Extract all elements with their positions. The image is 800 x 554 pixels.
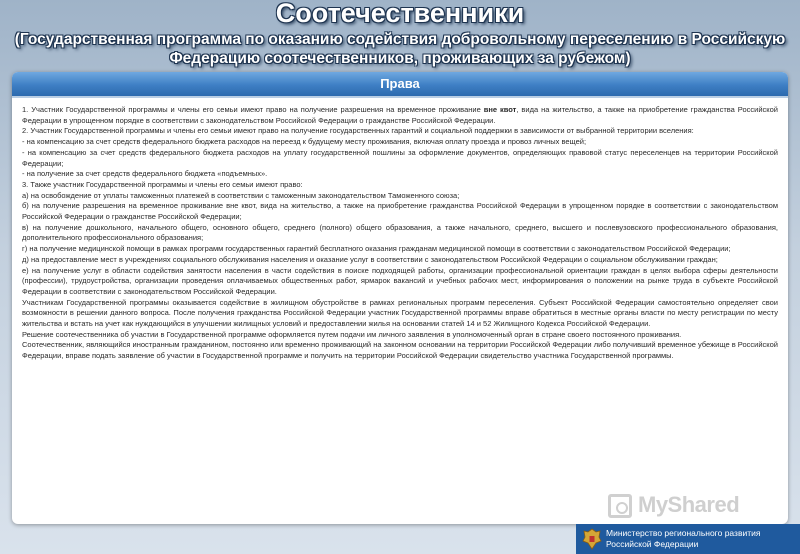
list-item: д) на предоставление мест в учреждениях социального обслуживания населения и оказание услуг в соответствии с законодательством Российской Федерации о социальном обслуживании граждан; xyxy=(22,254,718,264)
list-item: - на компенсацию за счет средств федерального бюджета расходов на уплату государственной пошлины за оформление документов, определяющих правовой статус переселенцев на территории Российской Федерации; xyxy=(22,147,778,168)
paragraph-1: 1. Участник Государственной программы и члены его семьи имеют право на получение разрешения на временное проживание вне квот, вида на жительство, а также на приобретение гражданства Российской Федерации в упрощенном порядке в соответствии с законодательством Российской Федерации о гражданстве Российской Федерации. xyxy=(22,105,778,125)
housing-paragraph: Участникам Государственной программы оказывается содействие в жилищном обустройстве в рамках региональных программ переселения. Субъект Российской Федерации самостоятельно определяет свои возможности в решении данного вопроса. После получения гражданства Российской Федерации участник Государственной программы вправе обратиться в местные органы власти по месту регистрации по месту жительства и встать на учет как нуждающийся в улучшении жилищных условий и предоставлении жилья на основании статей 14 и 52 Жилищного Кодекса Российской Федерации. xyxy=(22,297,778,329)
watermark-icon xyxy=(608,494,632,518)
application-paragraph: Решение соотечественника об участии в Государственной программе оформляется путем подачи им личного заявления в уполномоченный орган в стране своего постоянного проживания. xyxy=(22,329,682,339)
rights-panel xyxy=(12,72,788,524)
list-item: - на компенсацию за счет средств федерального бюджета расходов на переезд к будущему месту проживания, включая оплату проезда и провоз личных вещей; xyxy=(22,137,587,147)
watermark-text: MyShared xyxy=(638,492,740,517)
foreign-citizen-paragraph: Соотечественник, являющийся иностранным гражданином, постоянно или временно проживающий на законном основании на территории Российской Федерации либо получивший временное убежище в Российской Федерации, вправе подать заявление об участии в Государственной программе и получить на территории Российской Федерации свидетельство участника Государственной программы. xyxy=(22,340,778,361)
paragraph-2: 2. Участник Государственной программы и члены его семьи имеют право на получение государственных гарантий и социальной поддержки в зависимости от выбранной территории вселения: xyxy=(22,126,694,136)
list-item: е) на получение услуг в области содействия занятости населения в части содействия в поиске подходящей работы, организации профессиональной ориентации граждан в целях выбора сферы деятельности (профессии), трудоустройства, организации проведения оплачиваемых общественных работ, ярмарок вакансий и учебных рабочих мест, информирования о положении на рынке труда в субъекте Российской Федерации в соответствии с законодательством Российской Федерации. xyxy=(22,265,778,296)
list-item: а) на освобождение от уплаты таможенных платежей в соответствии с таможенным законодательством Таможенного союза; xyxy=(22,190,460,200)
list-item: г) на получение медицинской помощи в рамках программ государственных гарантий бесплатного оказания гражданам медицинской помощи в соответствии с законодательством Российской Федерации; xyxy=(22,244,731,254)
ministry-name: Министерство регионального развития Российской Федерации xyxy=(606,528,761,549)
panel-body xyxy=(22,105,778,362)
page-title: Соотечественники xyxy=(275,0,525,28)
panel-header xyxy=(12,72,788,98)
coat-of-arms-icon xyxy=(582,528,602,550)
list-item: б) на получение разрешения на временное проживание вне квот, вида на жительство, а также на приобретение гражданства Российской Федерации в упрощенном порядке в соответствии с законодательством Российской Федерации о гражданстве Российской Федерации; xyxy=(22,201,778,222)
watermark xyxy=(608,494,768,520)
paragraph-3: 3. Также участник Государственной программы и члены его семьи имеют право: xyxy=(22,179,303,189)
page-subtitle: (Государственная программа по оказанию содействия добровольному переселению в Российскую Федерацию соотечественников, проживающих за рубежом) xyxy=(14,31,786,67)
ministry-footer xyxy=(576,524,800,554)
list-item: в) на получение дошкольного, начального общего, основного общего, среднего (полного) общего образования, а также начального, среднего, высшего и послевузовского профессионального образования, дополнительного профессионального образования; xyxy=(22,222,778,243)
panel-title: Права xyxy=(380,76,420,91)
list-item: - на получение за счет средств федерального бюджета «подъемных». xyxy=(22,169,268,179)
